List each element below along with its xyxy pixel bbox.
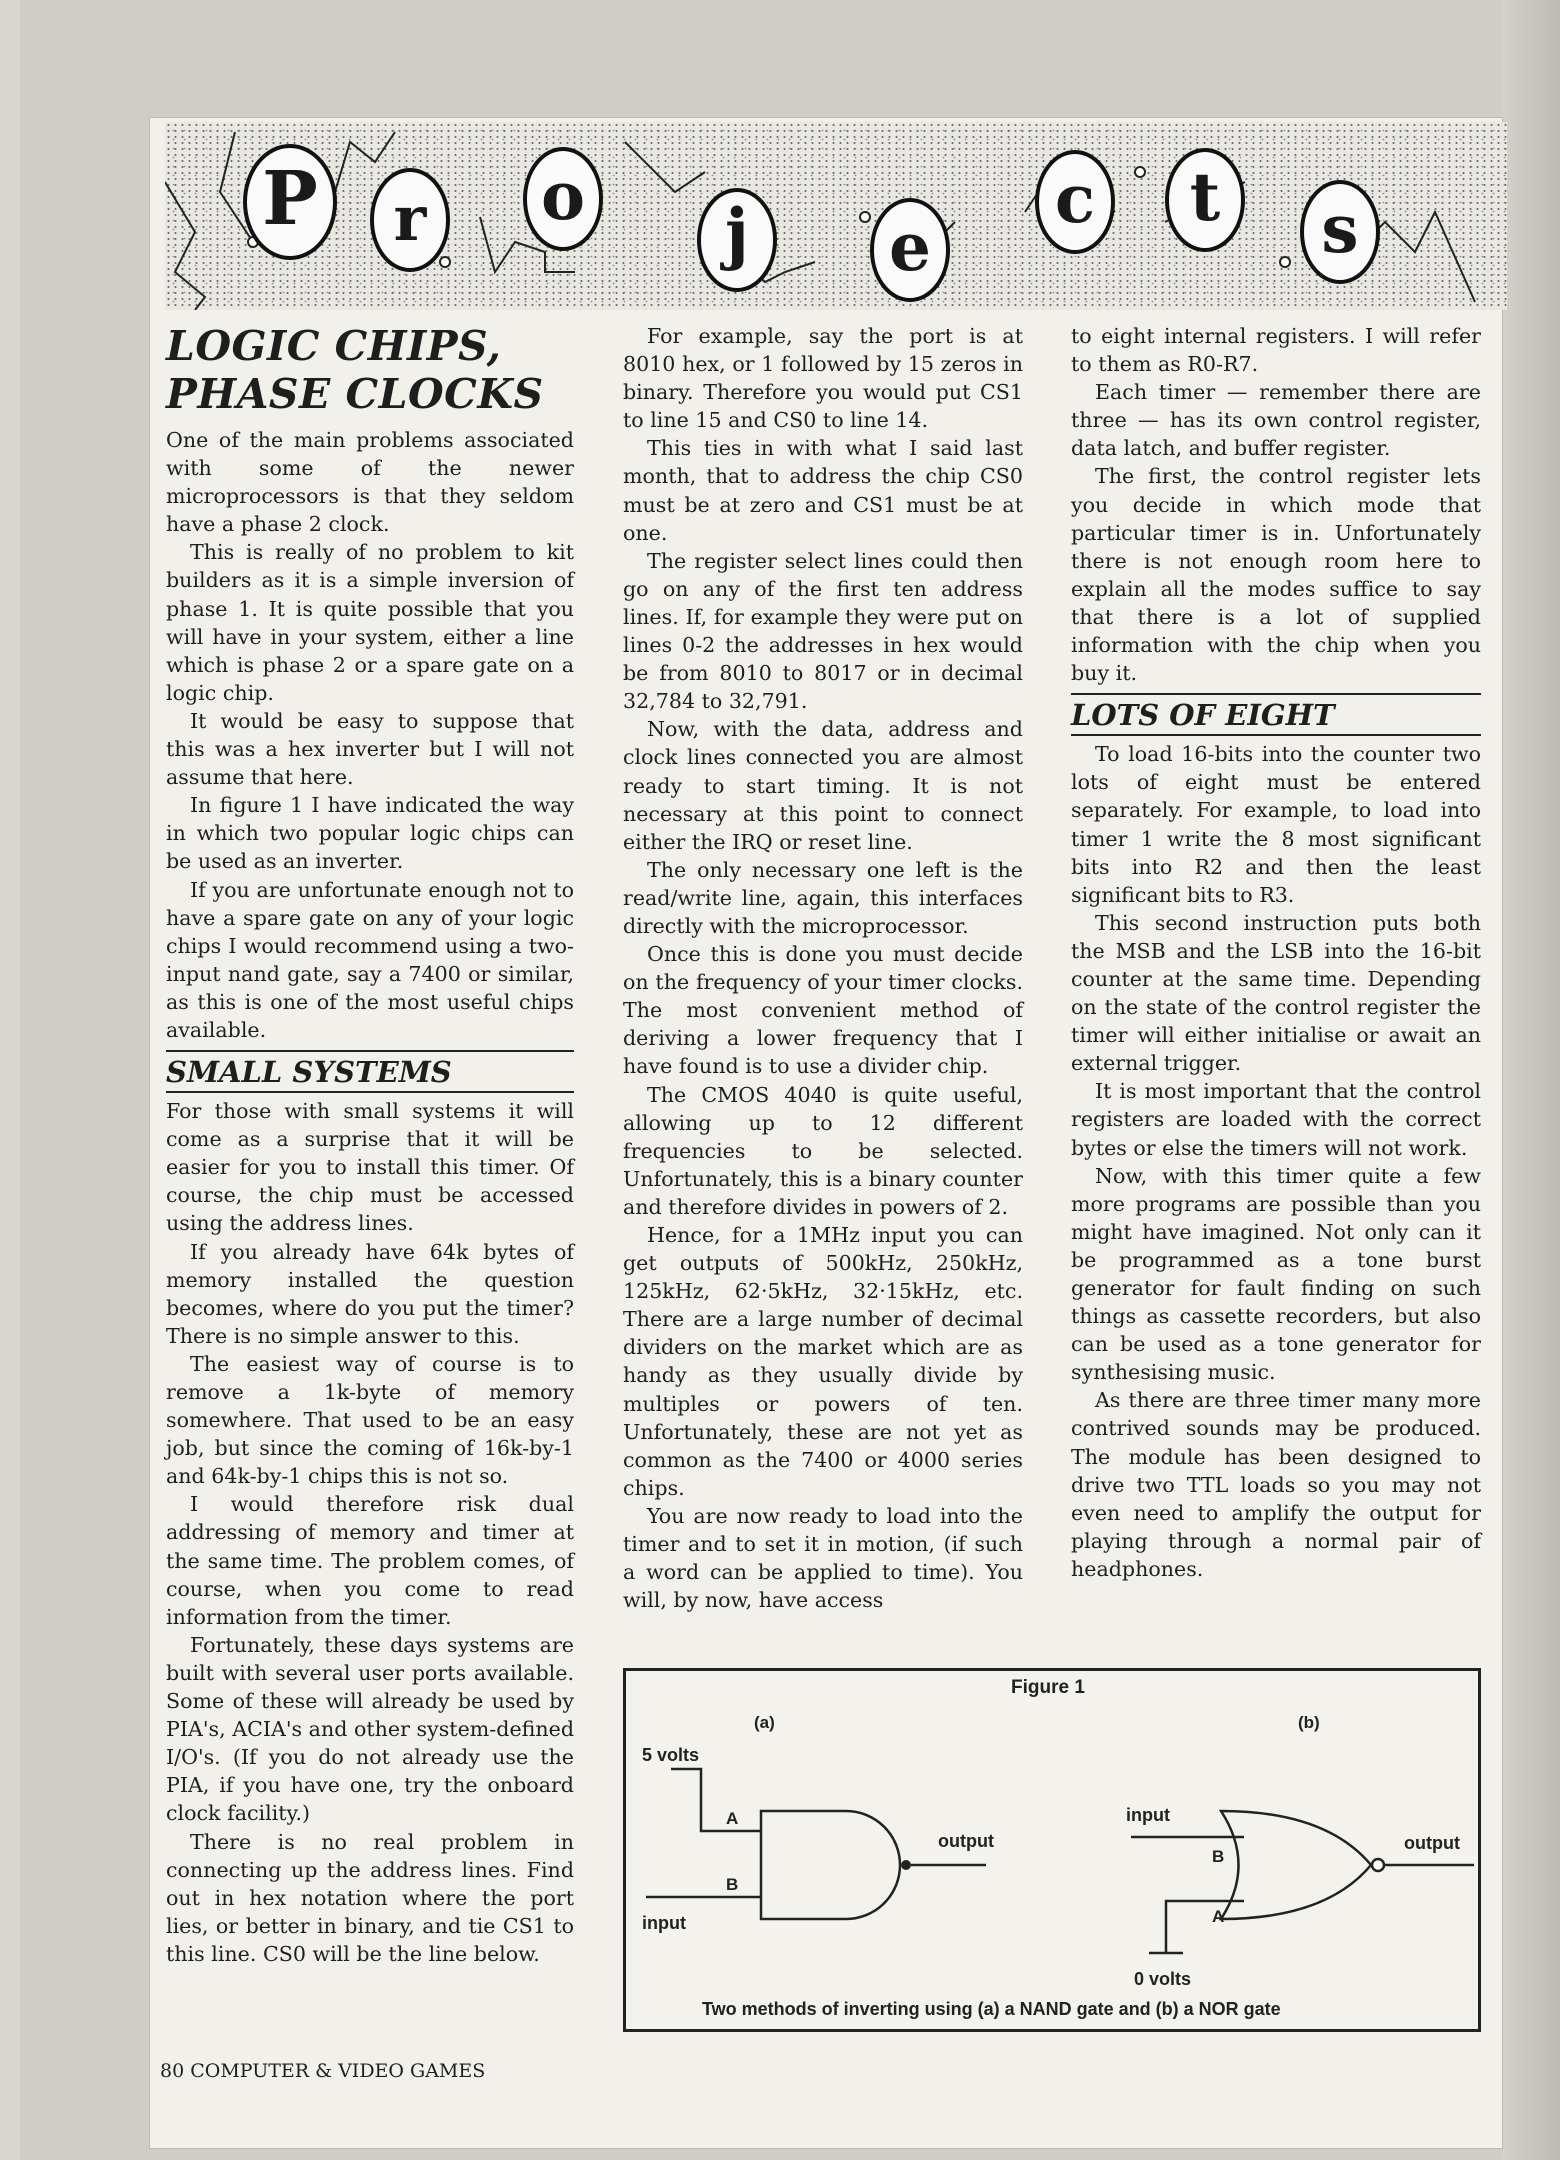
five-volts-label: 5 volts [642,1745,700,1765]
paragraph: If you already have 64k bytes of memory installed the question becomes, where do you put the timer? There is no simple answer to this. [166,1239,574,1348]
paragraph: Hence, for a 1MHz input you can get outputs of 500kHz, 250kHz, 125kHz, 62·5kHz, 32·15kHz, etc. There are a large number of decimal dividers on the market which are as handy as they usually divide by multiples or powers of ten. Unfortunately, these are not yet as common as the 7400 or 4000 series chips. [623,1223,1023,1500]
nor-gate-shape [1221,1811,1371,1919]
paragraph: This second instruction puts both the MSB and the LSB into the 16-bit counter at the same time. Depending on the state of the control register the timer will either initialise or await an external trigger. [1071,910,1481,1076]
paragraph: The CMOS 4040 is quite useful, allowing up to 12 different frequencies to be selected. Unfortunately, this is a binary counter and therefore divides in powers of 2. [623,1082,1023,1219]
banner-circuit-lines [165,122,1507,310]
nand-pin-a-label: A [726,1809,739,1828]
paragraph: To load 16-bits into the counter two lots of eight must be entered separately. For example, to load into timer 1 write the 8 most significant bits into R2 and then the least significant bits to R3. [1071,742,1481,907]
nor-input-label: input [1126,1805,1170,1825]
paragraph: Each timer — remember there are three — has its own control register, data latch, and buffer register. [1071,380,1481,461]
banner-letter-t: t [1189,158,1221,236]
paragraph: For example, say the port is at 8010 hex, or 1 followed by 15 zeros in binary. Therefore you would put CS1 to line 15 and CS0 to line 14. [623,324,1023,433]
figure-caption: Two methods of inverting using (a) a NAND gate and (b) a NOR gate [702,1999,1281,2019]
paragraph: This is really of no problem to kit builders as it is a simple inversion of phase 1. It is quite possible that you will have in your system, either a line which is phase 2 or a spare gate on a logic chip. [166,540,574,705]
figure-title: Figure 1 [1011,1677,1085,1698]
paragraph: Fortunately, these days systems are built with several user ports available. Some of these will already be used by PIA's, ACIA's and other system-defined I/O's. (If you do not already use the PIA, if you have one, try the onboard clock facility.) [166,1632,574,1826]
paragraph: It is most important that the control registers are loaded with the correct bytes or else the timers will not work. [1071,1079,1481,1160]
paragraph: This ties in with what I said last month, that to address the chip CS0 must be at zero and CS1 must be at one. [623,436,1023,545]
paragraph: It would be easy to suppose that this was a hex inverter but I will not assume that here. [166,708,574,790]
figure-1-box [623,1668,1481,2032]
paragraph: Now, with the data, address and clock lines connected you are almost ready to start timing. It is not necessary at this point to connect either the IRQ or reset line. [623,717,1023,854]
article-title-line-1: LOGIC CHIPS, [166,322,502,370]
paragraph: You are now ready to load into the timer and to set it in motion, (if such a word can be applied to time). You will, by now, have access [623,1503,1023,1613]
paragraph: In figure 1 I have indicated the way in which two popular logic chips can be used as an inverter. [166,793,574,874]
nand-output-label: output [938,1831,994,1851]
page-gutter-left [0,0,20,2160]
page-gutter-right [1502,0,1560,2160]
banner-letter-s: s [1321,190,1359,268]
paragraph: Now, with this timer quite a few more programs are possible than you might have imagined. Not only can it be programmed as a tone burst generator for fault finding on such things as cassette recorders, but also can be used as a tone generator for synthesising music. [1071,1163,1481,1385]
subhead-small-systems: SMALL SYSTEMS [166,1050,574,1093]
banner-letter-c: c [1054,160,1096,238]
article-column-1 [166,322,574,1968]
projects-banner [165,122,1507,310]
figure-label-b: (b) [1298,1713,1320,1732]
paragraph: For those with small systems it will come as a surprise that it will be easier for you to install this timer. Of course, the chip must be accessed using the address lines. [166,1099,574,1236]
subhead-lots-of-eight: LOTS OF EIGHT [1071,693,1481,736]
paragraph: The only necessary one left is the read/write line, again, this interfaces directly with the microprocessor. [623,857,1023,938]
paragraph: The register select lines could then go on any of the first ten address lines. If, for example they were put on lines 0-2 the addresses in hex would be from 8010 to 8017 or in decimal 32,784 to 32,791. [623,548,1023,714]
banner-letter-r: r [393,182,427,255]
banner-letter-p: P [262,156,318,242]
paragraph: As there are three timer many more contrived sounds may be produced. The module has been designed to drive two TTL loads so you may not even need to amplify the output for playing through a normal pair of headphones. [1071,1388,1481,1581]
nor-pin-a-label: A [1212,1907,1225,1926]
banner-letter-o: o [540,157,586,235]
banner-letter-e: e [889,208,931,286]
page-footer: 80 COMPUTER & VIDEO GAMES [160,2060,486,2082]
figure-label-a: (a) [754,1713,775,1732]
nand-input-label: input [642,1913,686,1933]
nand-pin-b-label: B [726,1875,739,1894]
paragraph: If you are unfortunate enough not to have a spare gate on any of your logic chips I would recommend using a two-input nand gate, say a 7400 or similar, as this is one of the most useful chips available. [166,877,574,1042]
paragraph: to eight internal registers. I will refer to them as R0-R7. [1071,324,1481,377]
paragraph: One of the main problems associated with some of the newer microprocessors is that they seldom have a phase 2 clock. [166,428,574,537]
article-column-2 [623,322,1023,1614]
paragraph: I would therefore risk dual addressing of memory and timer at the same time. The problem comes, of course, when you come to read information from the timer. [166,1492,574,1629]
article-title-line-2: PHASE CLOCKS [166,370,544,418]
article-title [166,322,574,418]
nor-pin-b-label: B [1212,1847,1225,1866]
article-column-3 [1071,322,1481,1583]
paragraph: There is no real problem in connecting up the address lines. Find out in hex notation where the port lies, or better in binary, and tie CS1 to this line. CS0 will be the line below. [166,1829,574,1966]
zero-volts-label: 0 volts [1134,1969,1192,1989]
nand-gate-shape [761,1811,900,1919]
banner-letter-j: j [725,194,749,272]
nor-output-label: output [1404,1833,1460,1853]
paragraph: The easiest way of course is to remove a 1k-byte of memory somewhere. That used to be an easy job, but since the coming of 16k-by-1 and 64k-by-1 chips this is not so. [166,1351,574,1489]
paragraph: The first, the control register lets you decide in which mode that particular timer is in. Unfortunately there is not enough room here to explain all the modes suffice to say that there is a lot of supplied information with the chip when you buy it. [1071,464,1481,686]
paragraph: Once this is done you must decide on the frequency of your timer clocks. The most convenient method of deriving a lower frequency that I have found is to use a divider chip. [623,942,1023,1079]
